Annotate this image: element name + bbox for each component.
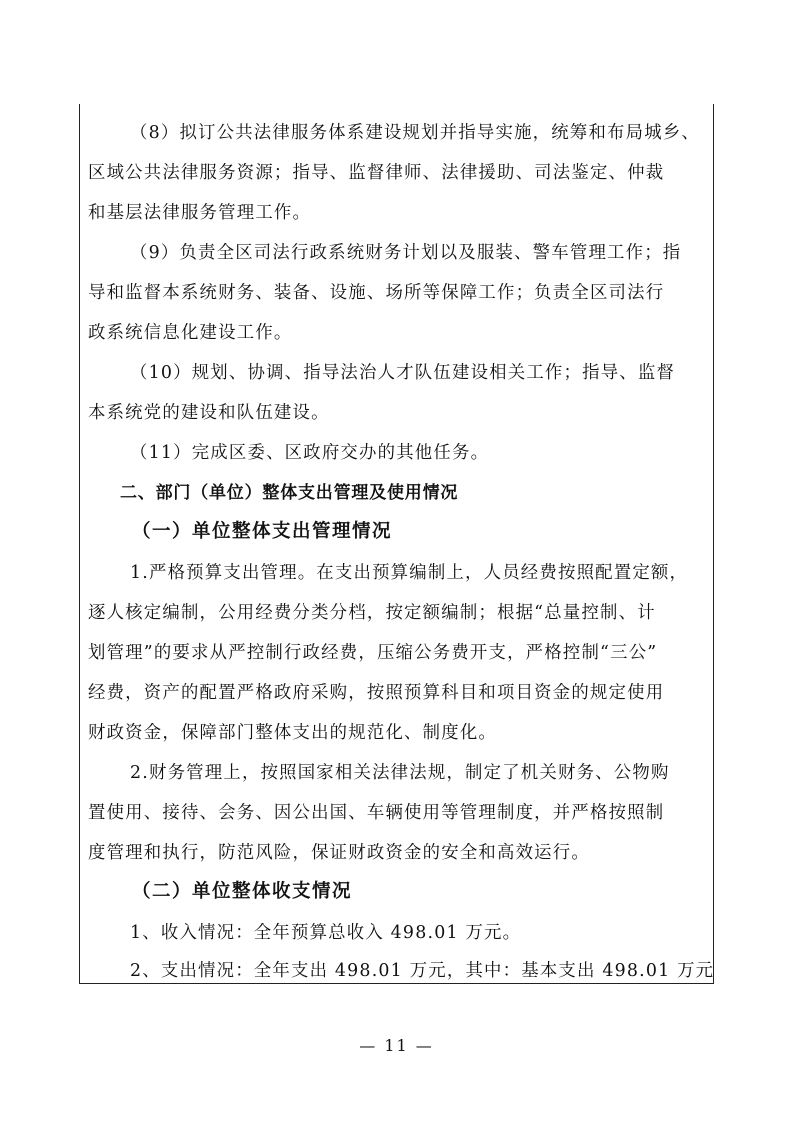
item-2-line-1: 2.财务管理上，按照国家相关法律法规，制定了机关财务、公物购 [130, 763, 670, 783]
paragraph-9-line-3: 政系统信息化建设工作。 [88, 323, 293, 343]
section-heading: 二、部门（单位）整体支出管理及使用情况 [120, 483, 459, 503]
item-2-line-3: 度管理和执行，防范风险，保证财政资金的安全和高效运行。 [88, 843, 590, 863]
paragraph-10-line-1: （10）规划、协调、指导法治人才队伍建设相关工作；指导、监督 [130, 363, 676, 383]
item-1-line-1: 1.严格预算支出管理。在支出预算编制上，人员经费按照配置定额， [130, 563, 689, 583]
subsection-1-title: （一）单位整体支出管理情况 [132, 521, 393, 542]
content-frame [79, 104, 714, 984]
paragraph-8-line-2: 区域公共法律服务资源；指导、监督律师、法律援助、司法鉴定、仲裁 [88, 163, 665, 183]
item-1-line-2: 逐人核定编制，公用经费分类分档，按定额编制；根据“总量控制、计 [88, 603, 656, 623]
paragraph-8-line-3: 和基层法律服务管理工作。 [88, 203, 312, 223]
item-1-line-4: 经费，资产的配置严格政府采购，按照预算科目和项目资金的规定使用 [88, 683, 665, 703]
paragraph-9-line-2: 导和监督本系统财务、装备、设施、场所等保障工作；负责全区司法行 [88, 283, 665, 303]
expense-line: 2、支出情况：全年支出 498.01 万元，其中：基本支出 498.01 万元 [130, 961, 715, 981]
paragraph-8-line-1: （8）拟订公共法律服务体系建设规划并指导实施，统筹和布局城乡、 [130, 123, 700, 143]
subsection-2-title: （二）单位整体收支情况 [132, 881, 353, 902]
item-2-line-2: 置使用、接待、会务、因公出国、车辆使用等管理制度，并严格按照制 [88, 803, 665, 823]
item-1-line-5: 财政资金，保障部门整体支出的规范化、制度化。 [88, 723, 497, 743]
income-line: 1、收入情况：全年预算总收入 498.01 万元。 [130, 923, 522, 943]
item-1-line-3: 划管理”的要求从严控制行政经费，压缩公务费开支，严格控制“三公” [88, 643, 658, 663]
page-number: — 11 — [359, 1036, 434, 1055]
paragraph-11-line-1: （11）完成区委、区政府交办的其他任务。 [130, 443, 490, 463]
paragraph-10-line-2: 本系统党的建设和队伍建设。 [88, 403, 330, 423]
paragraph-9-line-1: （9）负责全区司法行政系统财务计划以及服装、警车管理工作；指 [130, 243, 682, 263]
